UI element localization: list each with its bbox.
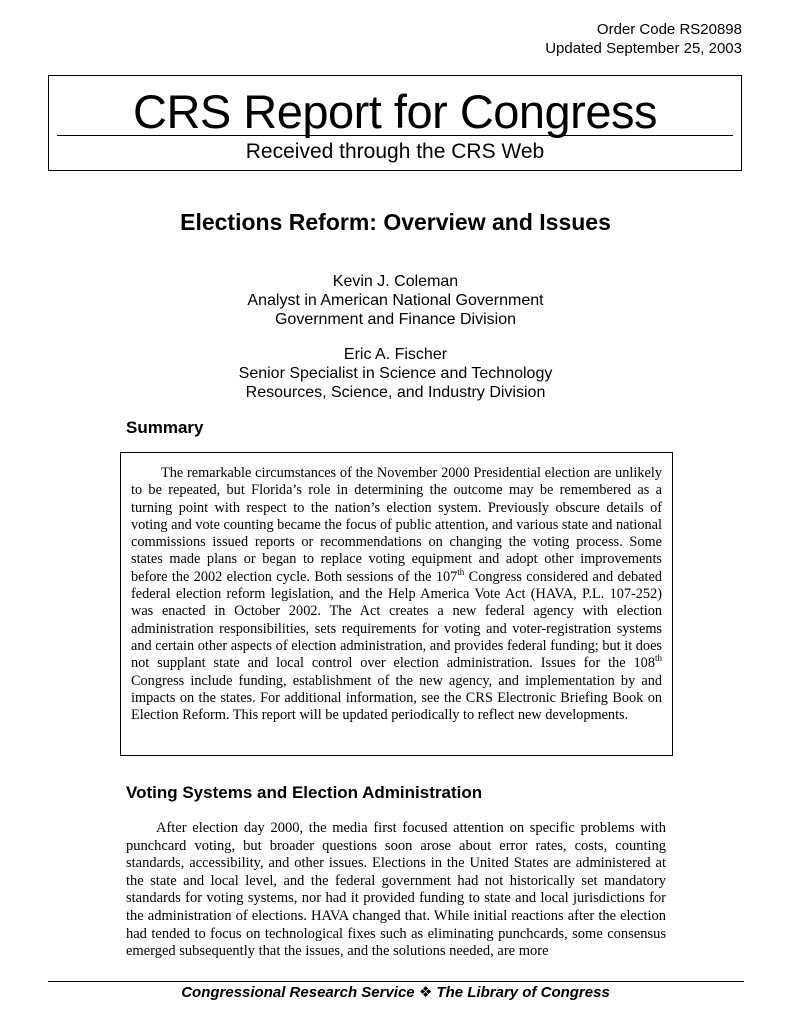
masthead-divider <box>57 135 733 136</box>
author-position: Senior Specialist in Science and Technology <box>238 365 553 382</box>
summary-text-part: Congress considered and debated federal election reform legislation, and the Help America Vote Act (HAVA, P.L. 107-252) was enacted in October 2002. The Act creates a new federal agency with election administration responsibilities, sets requirements for voting and voter-registration systems and certain other aspects of election administration, and provides federal funding; but it does not supplant state and local control over election administration. Issues for the 108 <box>131 568 662 672</box>
masthead-subtitle: Received through the CRS Web <box>245 140 545 163</box>
footer-text: Congressional Research Service ❖ The Library of Congress <box>181 984 610 1001</box>
updated-date: Updated September 25, 2003 <box>545 40 742 57</box>
order-code: Order Code RS20898 <box>596 21 742 38</box>
author-block <box>0 345 791 402</box>
summary-text <box>131 465 662 724</box>
ordinal-suffix: th <box>654 653 662 664</box>
author-name: Kevin J. Coleman <box>332 273 459 290</box>
summary-box <box>120 452 673 756</box>
order-info <box>545 20 742 58</box>
section-heading: Voting Systems and Election Administration <box>126 783 483 802</box>
masthead-title: CRS Report for Congress <box>133 85 657 138</box>
author-position: Analyst in American National Government <box>247 292 544 309</box>
summary-text-part: The remarkable circumstances of the November 2000 Presidential election are unlikely to be repeated, but Florida’s role in determining the outcome may be remembered as a turning point with respect to the nation’s election system. Previously obscure details of voting and vote counting became the focus of public attention, and various state and national commissions issued reports or recommendations on changing the voting process. Some states made plans or began to replace voting equipment and adopt other improvements before the 2002 election cycle. Both sessions of the 107 <box>131 465 662 585</box>
summary-heading: Summary <box>126 418 204 437</box>
author-name: Eric A. Fischer <box>343 346 448 363</box>
body-paragraph: After election day 2000, the media first focused attention on specific problems with punchcard voting, but broader questions soon arose about error rates, costs, counting standards, accessibility, and other issues. Elections in the United States are administered at the state and local level, and the federal government had not historically set mandatory standards for voting systems, nor had it provided funding to state and local jurisdictions for the administration of elections. HAVA changed that. While initial reactions after the election had tended to focus on technological fixes such as eliminating punchcards, some consensus emerged subsequently that the issues, and the solutions needed, are more <box>126 820 666 960</box>
footer-divider <box>48 981 744 982</box>
report-title: Elections Reform: Overview and Issues <box>180 209 611 235</box>
author-division: Resources, Science, and Industry Division <box>245 384 546 401</box>
author-division: Government and Finance Division <box>274 311 516 328</box>
author-block <box>0 272 791 329</box>
summary-text-part: Congress include funding, establishment of the new agency, and implementation by and impacts on the states. For additional information, see the CRS Electronic Briefing Book on Election Reform. This report will be updated periodically to reflect new developments. <box>131 672 662 724</box>
masthead-box <box>48 75 742 171</box>
ordinal-suffix: th <box>457 567 465 578</box>
